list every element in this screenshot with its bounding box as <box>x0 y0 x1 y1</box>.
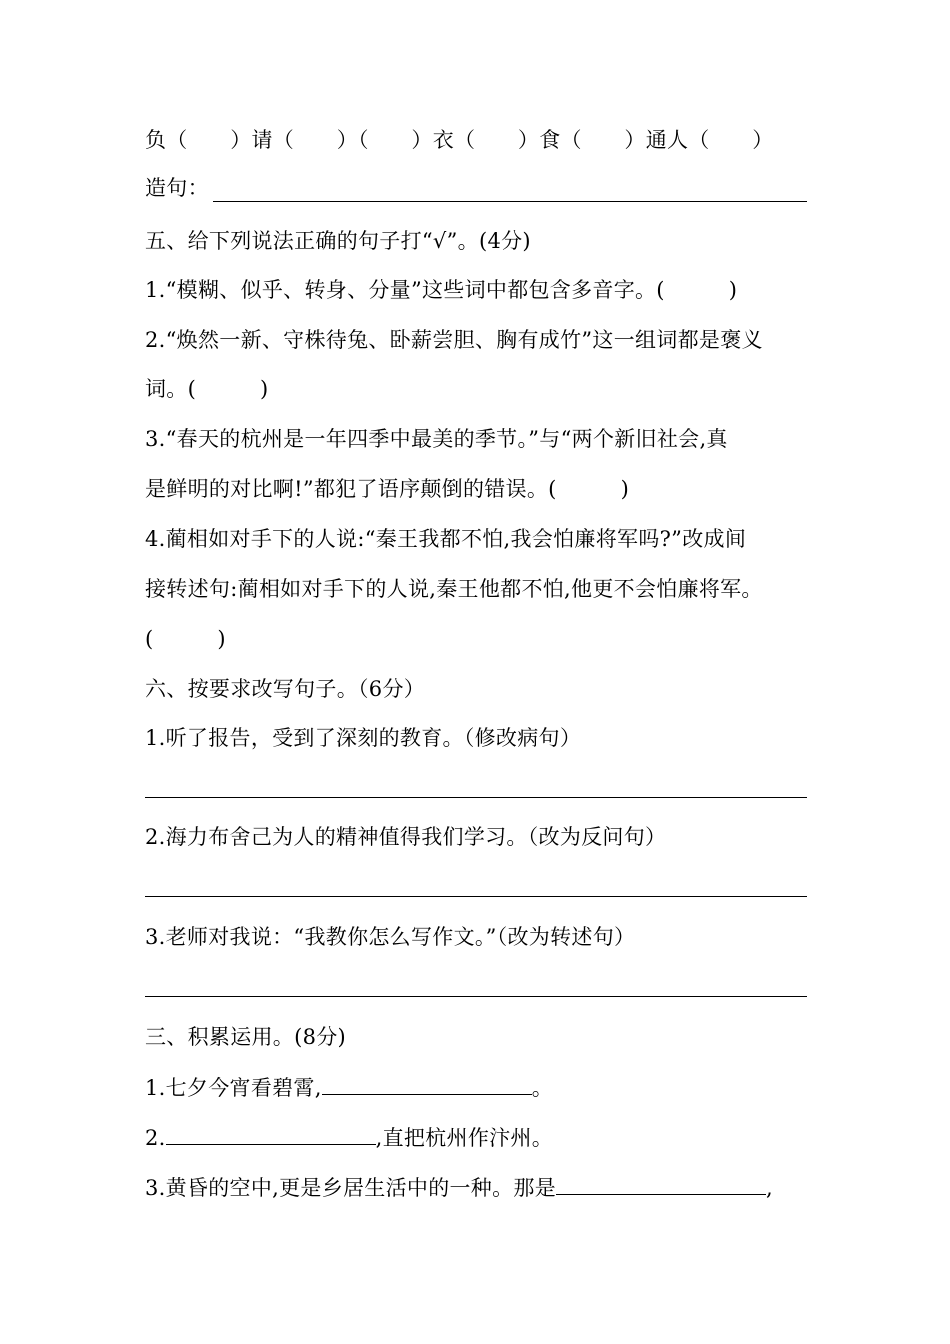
s3-item2-blank[interactable] <box>166 1122 376 1145</box>
s3-item2-after: ,直把杭州作汴州。 <box>375 1126 554 1150</box>
s5-item2-line1: 2.“焕然一新、守株待兔、卧薪尝胆、胸有成竹”这一组词都是褒义 <box>145 328 763 352</box>
s5-item4-line3: ( ) <box>145 627 226 651</box>
s3-item3 <box>145 1172 773 1203</box>
s6-item1-answer-line[interactable] <box>145 797 807 798</box>
s3-item2 <box>145 1122 553 1153</box>
section3-title: 三、积累运用。(8分) <box>145 1025 347 1049</box>
sentence-making-answer-line[interactable] <box>213 201 807 202</box>
s3-item1-blank[interactable] <box>322 1072 532 1095</box>
s6-item2-answer-line[interactable] <box>145 896 807 897</box>
s5-item1-line1: 1.“模糊、似乎、转身、分量”这些词中都包含多音字。( ) <box>145 278 738 302</box>
s5-item4-line2: 接转述句:蔺相如对手下的人说,秦王他都不怕,他更不会怕廉将军。 <box>145 577 763 601</box>
s6-item3: 3.老师对我说：“我教你怎么写作文。”（改为转述句） <box>145 925 636 949</box>
s5-item3-line1: 3.“春天的杭州是一年四季中最美的季节。”与“两个新旧社会,真 <box>145 427 728 451</box>
word-fill-row <box>145 125 774 155</box>
s5-item3-line2: 是鲜明的对比啊!”都犯了语序颠倒的错误。( ) <box>145 477 630 501</box>
sentence-making-row <box>145 173 209 203</box>
s3-item3-before: 3.黄昏的空中,更是乡居生活中的一种。那是 <box>145 1176 557 1200</box>
s3-item3-after: , <box>766 1176 773 1200</box>
word-fill-text: 负（ ）请（ ）（ ）衣（ ）食（ ）通人（ ） <box>145 128 774 152</box>
section6-title: 六、按要求改写句子。（6分） <box>145 677 426 701</box>
s3-item1-after: 。 <box>531 1076 554 1100</box>
s3-item1 <box>145 1072 553 1103</box>
s6-item2: 2.海力布舍己为人的精神值得我们学习。（改为反问句） <box>145 825 667 849</box>
s5-item4-line1: 4.蔺相如对手下的人说:“秦王我都不怕,我会怕廉将军吗?”改成间 <box>145 527 747 551</box>
s3-item2-before: 2. <box>145 1126 166 1150</box>
s6-item3-answer-line[interactable] <box>145 996 807 997</box>
sentence-making-label: 造句： <box>145 176 209 200</box>
section5-title: 五、给下列说法正确的句子打“√”。(4分) <box>145 229 531 253</box>
s6-item1: 1.听了报告，受到了深刻的教育。（修改病句） <box>145 726 582 750</box>
s3-item3-blank[interactable] <box>556 1172 766 1195</box>
s3-item1-before: 1.七夕今宵看碧霄, <box>145 1076 322 1100</box>
s5-item2-line2: 词。( ) <box>145 377 269 401</box>
